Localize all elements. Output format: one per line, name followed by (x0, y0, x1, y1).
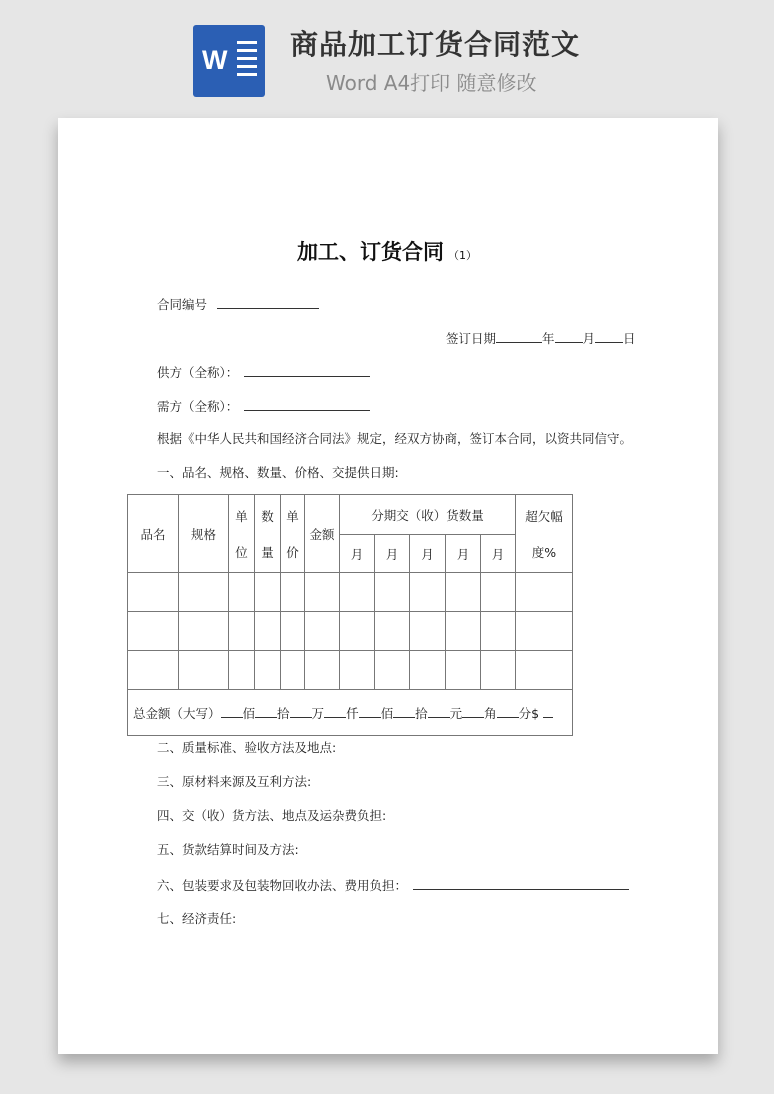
total-amount-cell: 总金额（大写） 佰 拾 万 仟 佰 拾 元 角 分$ (128, 690, 573, 736)
sign-month-field[interactable] (555, 329, 583, 343)
header-price (281, 495, 305, 573)
header-amount: 金额 (305, 495, 340, 573)
page-title: 商品加工订货合同范文 (290, 28, 581, 61)
header-month-3: 月 (410, 535, 446, 573)
sign-day-field[interactable] (595, 329, 623, 343)
packaging-field[interactable] (413, 876, 629, 890)
header-over-bottom: 度% (531, 544, 557, 560)
buyer-line (157, 397, 370, 416)
section-5-heading: 五、货款结算时间及方法: (157, 842, 299, 857)
section-6-line (157, 876, 629, 895)
contract-number-line (157, 295, 319, 314)
page-subtitle: Word A4打印 随意修改 (326, 71, 537, 95)
header-month-4: 月 (446, 535, 481, 573)
goods-table (127, 494, 573, 736)
header (0, 0, 774, 110)
contract-number-label: 合同编号 (157, 297, 208, 312)
buyer-label: 需方（全称）： (157, 399, 239, 414)
section-2-heading: 二、质量标准、验收方法及地点: (157, 740, 337, 755)
table-header-row (128, 495, 573, 535)
section-3-heading: 三、原材料来源及互利方法: (157, 774, 312, 789)
header-installment: 分期交（收）货数量 (340, 495, 516, 535)
document-title-text: 加工、订货合同 (297, 240, 444, 264)
sign-day-label: 日 (623, 331, 636, 346)
table-row (128, 651, 573, 690)
table-row (128, 612, 573, 651)
word-icon-letter: W (202, 45, 228, 75)
sign-date-line (446, 329, 636, 348)
header-unit (229, 495, 255, 573)
header-unit-bottom: 位 (235, 544, 248, 560)
header-month-2: 月 (375, 535, 410, 573)
word-icon (193, 25, 265, 97)
supplier-field[interactable] (244, 363, 370, 377)
sign-year-label: 年 (542, 331, 555, 346)
header-over-top: 超欠幅 (525, 508, 563, 524)
supplier-label: 供方（全称）： (157, 365, 239, 380)
section-6-heading: 六、包装要求及包装物回收办法、费用负担： (157, 878, 408, 893)
header-spec: 规格 (179, 495, 229, 573)
header-price-bottom: 价 (286, 544, 299, 560)
document-version: （1） (448, 249, 477, 262)
total-amount-label: 总金额（大写） (133, 705, 221, 721)
sign-date-label: 签订日期 (446, 331, 497, 346)
word-icon-lines (237, 41, 257, 81)
currency-symbol: $ (531, 705, 540, 721)
document-title (0, 237, 774, 271)
section-7-heading: 七、经济责任: (157, 911, 237, 926)
contract-number-field[interactable] (217, 295, 319, 309)
header-month-5: 月 (481, 535, 516, 573)
header-over (516, 495, 573, 573)
supplier-line (157, 363, 370, 382)
table-total-row (128, 690, 573, 736)
section-4-heading: 四、交（收）货方法、地点及运杂费负担: (157, 808, 387, 823)
header-qty-bottom: 量 (261, 544, 274, 560)
buyer-field[interactable] (244, 397, 370, 411)
header-unit-top: 单 (235, 508, 248, 524)
table-row (128, 573, 573, 612)
header-price-top: 单 (286, 508, 299, 524)
header-qty-top: 数 (261, 508, 274, 524)
header-qty (255, 495, 281, 573)
header-month-1: 月 (340, 535, 375, 573)
sign-month-label: 月 (582, 331, 596, 346)
preamble: 根据《中华人民共和国经济合同法》规定，经双方协商，签订本合同，以资共同信守。 (157, 431, 633, 446)
sign-year-field[interactable] (496, 329, 542, 343)
header-name: 品名 (128, 495, 179, 573)
section-1-heading: 一、品名、规格、数量、价格、交提供日期: (157, 465, 399, 480)
